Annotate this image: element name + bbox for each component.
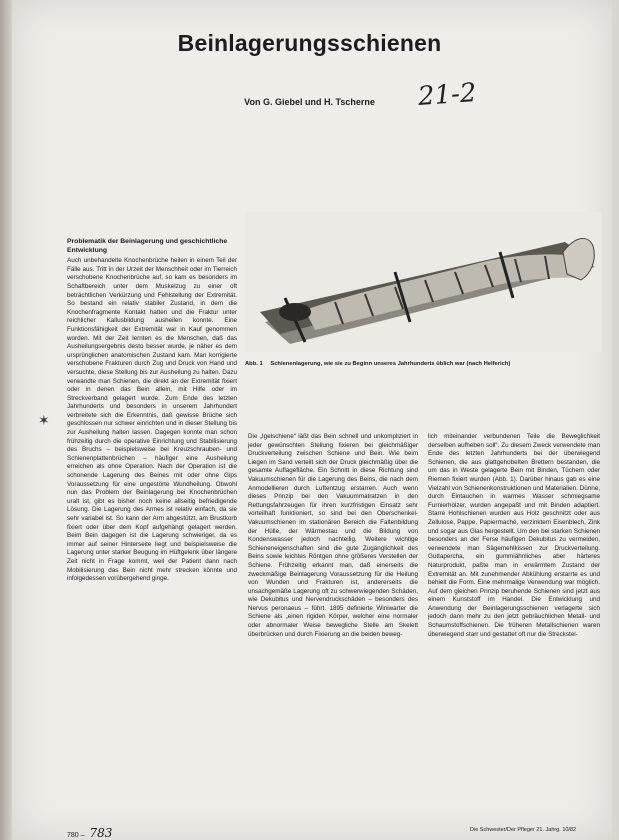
column-2-body: Die „Igelschiene“ läßt das Bein schnell und unkompliziert in jeder gewünschten Stellung fixieren bei gleichmäßiger Druckverteilung zwischen Schiene und Bein. Wie beim Liegen im Sand verteilt sich der Druck gleichmäßig über die gesamte Auflagefläche. Ein Schnitt in diese Richtung sind Vakuumschienen für die Lagerung des Beins, die nach dem Anmodellieren durch Luftentzug erstarren. Auch wenn dieses Prinzip bei den Vakuummatratzen in den Rettungsfahrzeugen für ihren kurzfristigen Einsatz sehr vorteilhaft funktioniert, so sind bei den Oberschenkel-Vakuumschienen im stationären Bereich die Faltenbildung der Hülle, der Wärmestau und die Bildung von Kondenswasser jedoch nachteilig. Weitere wichtige Schieneneigenschaften sind die gute Zugänglichkeit des Beins sowie leichtes Röntgen ohne größeres Verstellen der Schiene. Frühzeitig erkannt man, daß einerseits die zweckmäßige Beinlagerung Voraussetzung für die Heilung von Wunden und Frakturen ist, andererseits die unsachgemäße Lagerung oft zu schwerwiegenden Schäden, wie Dekubitus und Nervendruckschäden – besonders des Nervus peronaeus – führt. 1895 definierte Winiwarter die Schiene als „einen rigiden Körper, welcher eine normaler oder abnormaler Weise bewegliche Stelle am Skelett überbrücken und durch Fixierung an die beiden beweg- [248, 433, 418, 638]
text-column-3 [428, 433, 600, 821]
page-number: 780 – [67, 832, 85, 839]
figure-caption-text: Schienenlagerung, wie sie zu Beginn unseres Jahrhunderts üblich war (nach Helferich) [270, 361, 511, 367]
column-1-body: Auch unbehandelte Knochenbrüche heilen in einem Teil der Fälle aus. Tritt in der Urzeit der Menschheit oder im Tierreich verschobene Knochenbrüche auf, so kam es besonders im Schaftbereich unter dem Muskelzug zu einer oft beträchtlichen Verkürzung und Fehlstellung der Extremität. So bestand ein relativ stabiler Zustand, in dem die Knochenfragmente Kontakt hatten und die Fraktur unter reichlicher Kallusbildung ausheilen konnte. Eine Funktionsfähigkeit der Extremität war in Kauf genommen worden. Mit der Zeit lernten es die Menschen, daß das Ausheilungsergebnis desto besser wurde, je näher es dem ursprünglichen anatomischen Zustand kam. Man korrigierte verschobene Frakturen durch Zug und Druck von Hand und versuchte, diese Stellung bis zur Ausheilung zu halten. Dazu verwandte man Schienen, die direkt an der Extremität fixiert oder in denen das Bein allein, mit Hilfe oder im Streckverband gelagert wurde. Zum Ende des letzten Jahrhunderts und besonders in unserem Jahrhundert verbreitete sich die Erkenntnis, daß gewisse Brüche sich geschlossen nur schwer einrichten und in dieser Stellung bis zur Ausheilung halten lassen. Dagegen konnte man schon frühzeitig durch die operative Einrichtung und Stabilisierung des Bruchs – beispielsweise bei Kreuzschrauben- und Schienenplattenbrüchen – häufiger eine Ausheilung erreichen als ohne Operation. Nach der Operation ist die schonende Lagerung des Beines mit oder ohne Gips Voraussetzung für eine ungestörte Wundheilung. Obwohl nun das Problem der Beinlagerung bei Knochenbrüchen uralt ist, gibt es bisher noch keine allseitig befriedigende Lösung. Die Lagerung des Armes ist relativ einfach, da sie sehr variabel ist. So kann der Arm abgestützt, am Brustkorb fixiert oder über dem Kopf aufgehängt gelagert werden. Beim Bein dagegen ist die Lagerung schwieriger, da es immer auf seiner Hinterseite liegt und beispielsweise die Lagerung unter starker Beugung im Hüftgelenk über längere Zeit nicht in Frage kommt, weil der Patient dann nach Mobilisierung das Bein nicht mehr strecken könnte und infolgedessen vorübergehend ginge. [67, 257, 237, 583]
journal-reference: Die Schwester/Der Pfleger 21. Jahrg. 10/82 [470, 827, 577, 833]
text-column-2 [248, 433, 418, 821]
column-3-body: lich miteinander verbundenen Teile die Beweglichkeit derselben aufheben soll“. Zu diesem Zweck verwendete man Ende des letzten Jahrhunderts bei der überwiegend Schienen, die aus glattgehobelten Brettern bestanden, die um das in Weste gelagerte Bein mit Binden, Tüchern oder Riemen fixiert wurden (Abb. 1). Darüber hinaus gab es eine Vielzahl von Schienenkonstruktionen und Materialien. Dünne, durch Eintauchen in warmes Wasser schmiegsame Furnierhölzer, wurden angepaßt und mit Binden adaptiert. Starre Hohlschienen wurden aus Holz geschnitzt oder aus Zellulose, Pappe, Papiermaché, verzinktem Eisenblech, Zink und sogar aus Glas hergestellt. Um den bei starken Schienen besonders an der Ferse häufigen Dekubitus zu vermeiden, verwendete man Sägemehlkissen zur Druckverteilung. Guttapercha, ein gummiähnliches aber härteres Naturprodukt, paßte man in erwärmtem Zustand der Extremität an. Mit zunehmender Abkühlung erstarrte es und behielt die Form. Eine mehrmalige Verwendung war möglich. Auf dem gleichen Prinzip beruhende Schienen sind jetzt aus einem Kunststoff im Handel. Die Entwicklung und Anwendung der Beinlagerungsschienen verlagerte sich jedoch dann mehr zu den jetzt gebräuchlichen Metall- und Schaumstoffschienen. Die früheren Metallschienen waren überwiegend starr und gestattet oft nur die Streckstel- [428, 433, 600, 638]
pin-hole-icon: ✶ [38, 412, 50, 428]
text-column-1 [67, 238, 237, 818]
handwritten-note: 21-2 [417, 77, 478, 113]
figure-label: Abb. 1 [245, 361, 263, 367]
page-footer-left [67, 826, 112, 840]
section-heading: Problematik der Beinlagerung und geschichtliche Entwicklung [67, 238, 228, 254]
handwritten-page-number: 783 [89, 826, 113, 840]
figure-caption [245, 360, 601, 368]
scan-edge [0, 0, 12, 840]
splint-figure-image [245, 212, 601, 352]
article-title: Beinlagerungsschienen [177, 30, 442, 56]
article-authors: Von G. Giebel und H. Tscherne [244, 97, 375, 107]
